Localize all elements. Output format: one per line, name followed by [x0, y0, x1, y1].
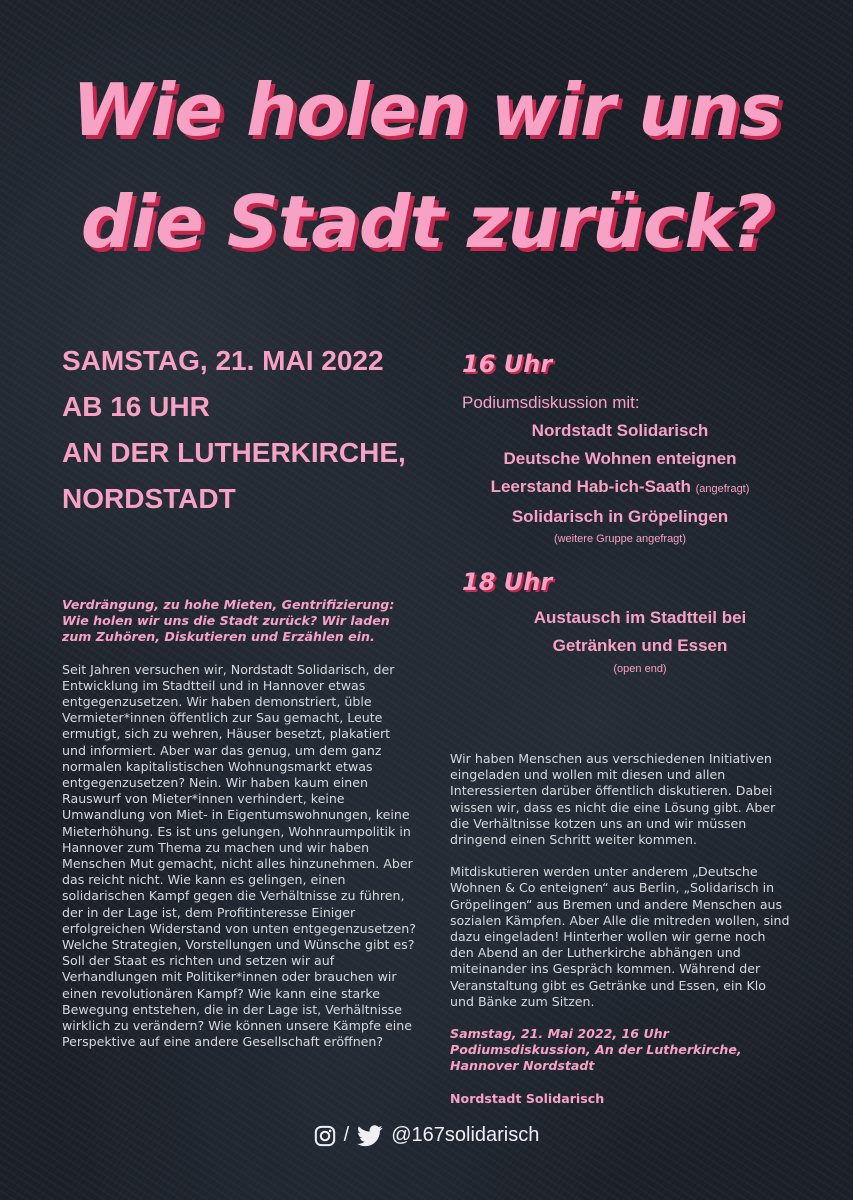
- lead-paragraph: Verdrängung, zu hohe Mieten, Gentrifizierung: Wie holen wir uns die Stadt zurück? Wir laden zum Zuhören, Diskutieren und Erzählen ein.: [62, 597, 395, 645]
- participant-note: (angefragt): [695, 483, 750, 495]
- time-16-uhr: 16 Uhr: [462, 350, 553, 378]
- event-details: [62, 338, 442, 522]
- paragraph-invitation: Wir haben Menschen aus verschiedenen Initiativen eingeladen und wollen mit diesen und allen Interessierten darüber öffentlich diskutieren. Dabei wissen wir, dass es nicht die eine Lösung gibt. Aber die Verhältnisse kotzen uns an und wir müssen dringend einen Schritt weiter kommen.: [450, 751, 776, 848]
- separator-slash: /: [343, 1124, 350, 1146]
- more-groups-note: (weitere Gruppe angefragt): [553, 533, 687, 545]
- right-text-column: [450, 751, 790, 1123]
- participant-name: Leerstand Hab-ich-Saath: [490, 477, 691, 496]
- headline-line-1: Wie holen wir uns: [72, 68, 781, 152]
- event-date: SAMSTAG, 21. MAI 2022: [62, 345, 384, 376]
- exchange-line-1: Austausch im Stadtteil bei: [533, 608, 747, 627]
- left-text-column: [62, 597, 418, 1066]
- twitter-icon[interactable]: [357, 1125, 383, 1147]
- event-start-time: AB 16 UHR: [62, 391, 210, 422]
- exchange-line-2: Getränken und Essen: [552, 636, 728, 655]
- paragraph-participants: Mitdiskutieren werden unter anderem „Deutsche Wohnen & Co enteignen“ aus Berlin, „Solidarisch in Gröpelingen“ aus Bremen und andere Menschen aus sozialen Kämpfen. Aber Alle die mitreden wollen, sind dazu eingeladen! Hinterher wollen wir gerne noch den Abend an der Lutherkirche abhängen und miteinander ins Gespräch kommen. Während der Veranstaltung gibt es Getränke und Essen, ein Klo und Bänke zum Sitzen.: [450, 864, 790, 1009]
- participant-list: [440, 417, 800, 547]
- participant-item: Nordstadt Solidarisch: [531, 421, 709, 440]
- headline-line-2: die Stadt zurück?: [80, 180, 773, 264]
- event-summary: Samstag, 21. Mai 2022, 16 Uhr Podiumsdiskussion, An der Lutherkirche, Hannover Nordstadt: [450, 1026, 742, 1074]
- open-end-note: (open end): [613, 663, 667, 675]
- social-handle[interactable]: @167solidarisch: [391, 1124, 540, 1146]
- instagram-icon[interactable]: [314, 1125, 336, 1147]
- body-paragraph: Seit Jahren versuchen wir, Nordstadt Solidarisch, der Entwicklung im Stadtteil und in Hannover etwas entgegenzusetzen. Wir haben demonstriert, üble Vermieter*innen öffentlich zur Sau gemacht, Leute ermutigt, sich zu wehren, Häuser besetzt, plakatiert und informiert. Aber war das genug, um dem ganz normalen kapitalistischen Wohnungsmarkt etwas entgegenzusetzen? Nein. Wir haben kaum einen Rauswurf von Mieter*innen verhindert, keine Umwandlung von Miet- in Eigentumswohnungen, keine Mieterhöhung. Es ist uns gelungen, Wohnraumpolitik in Hannover zum Thema zu machen und wir haben Menschen Mut gemacht, nicht alles hinzunehmen. Aber das reicht nicht. Wie kann es gelingen, einen solidarischen Kampf gegen die Verhältnisse zu führen, der in der Lage ist, dem Profitinteresse Einiger erfolgreichen Widerstand von unten entgegenzusetzen? Welche Strategien, Vorstellungen und Wünsche gibt es? Soll der Staat es richten und setzen wir auf Verhandlungen mit Politiker*innen oder brauchen wir einen revolutionären Kampf? Wie kann eine starke Bewegung entstehen, die in der Lage ist, Verhältnisse wirklich zu verändern? Wie können unsere Kämpfe eine Perspektive auf eine andere Gesellschaft eröffnen?: [62, 661, 416, 1050]
- event-district: NORDSTADT: [62, 483, 236, 514]
- social-footer: [0, 1124, 853, 1147]
- podium-intro: Podiumsdiskussion mit:: [462, 393, 640, 412]
- participant-item: [440, 473, 800, 503]
- event-location: AN DER LUTHERKIRCHE,: [62, 437, 406, 468]
- exchange-block: [480, 604, 800, 678]
- participant-item: Deutsche Wohnen enteignen: [503, 449, 737, 468]
- participant-item: Solidarisch in Gröpelingen: [511, 507, 729, 526]
- time-18-uhr: 18 Uhr: [462, 568, 553, 596]
- signature: Nordstadt Solidarisch: [450, 1090, 605, 1106]
